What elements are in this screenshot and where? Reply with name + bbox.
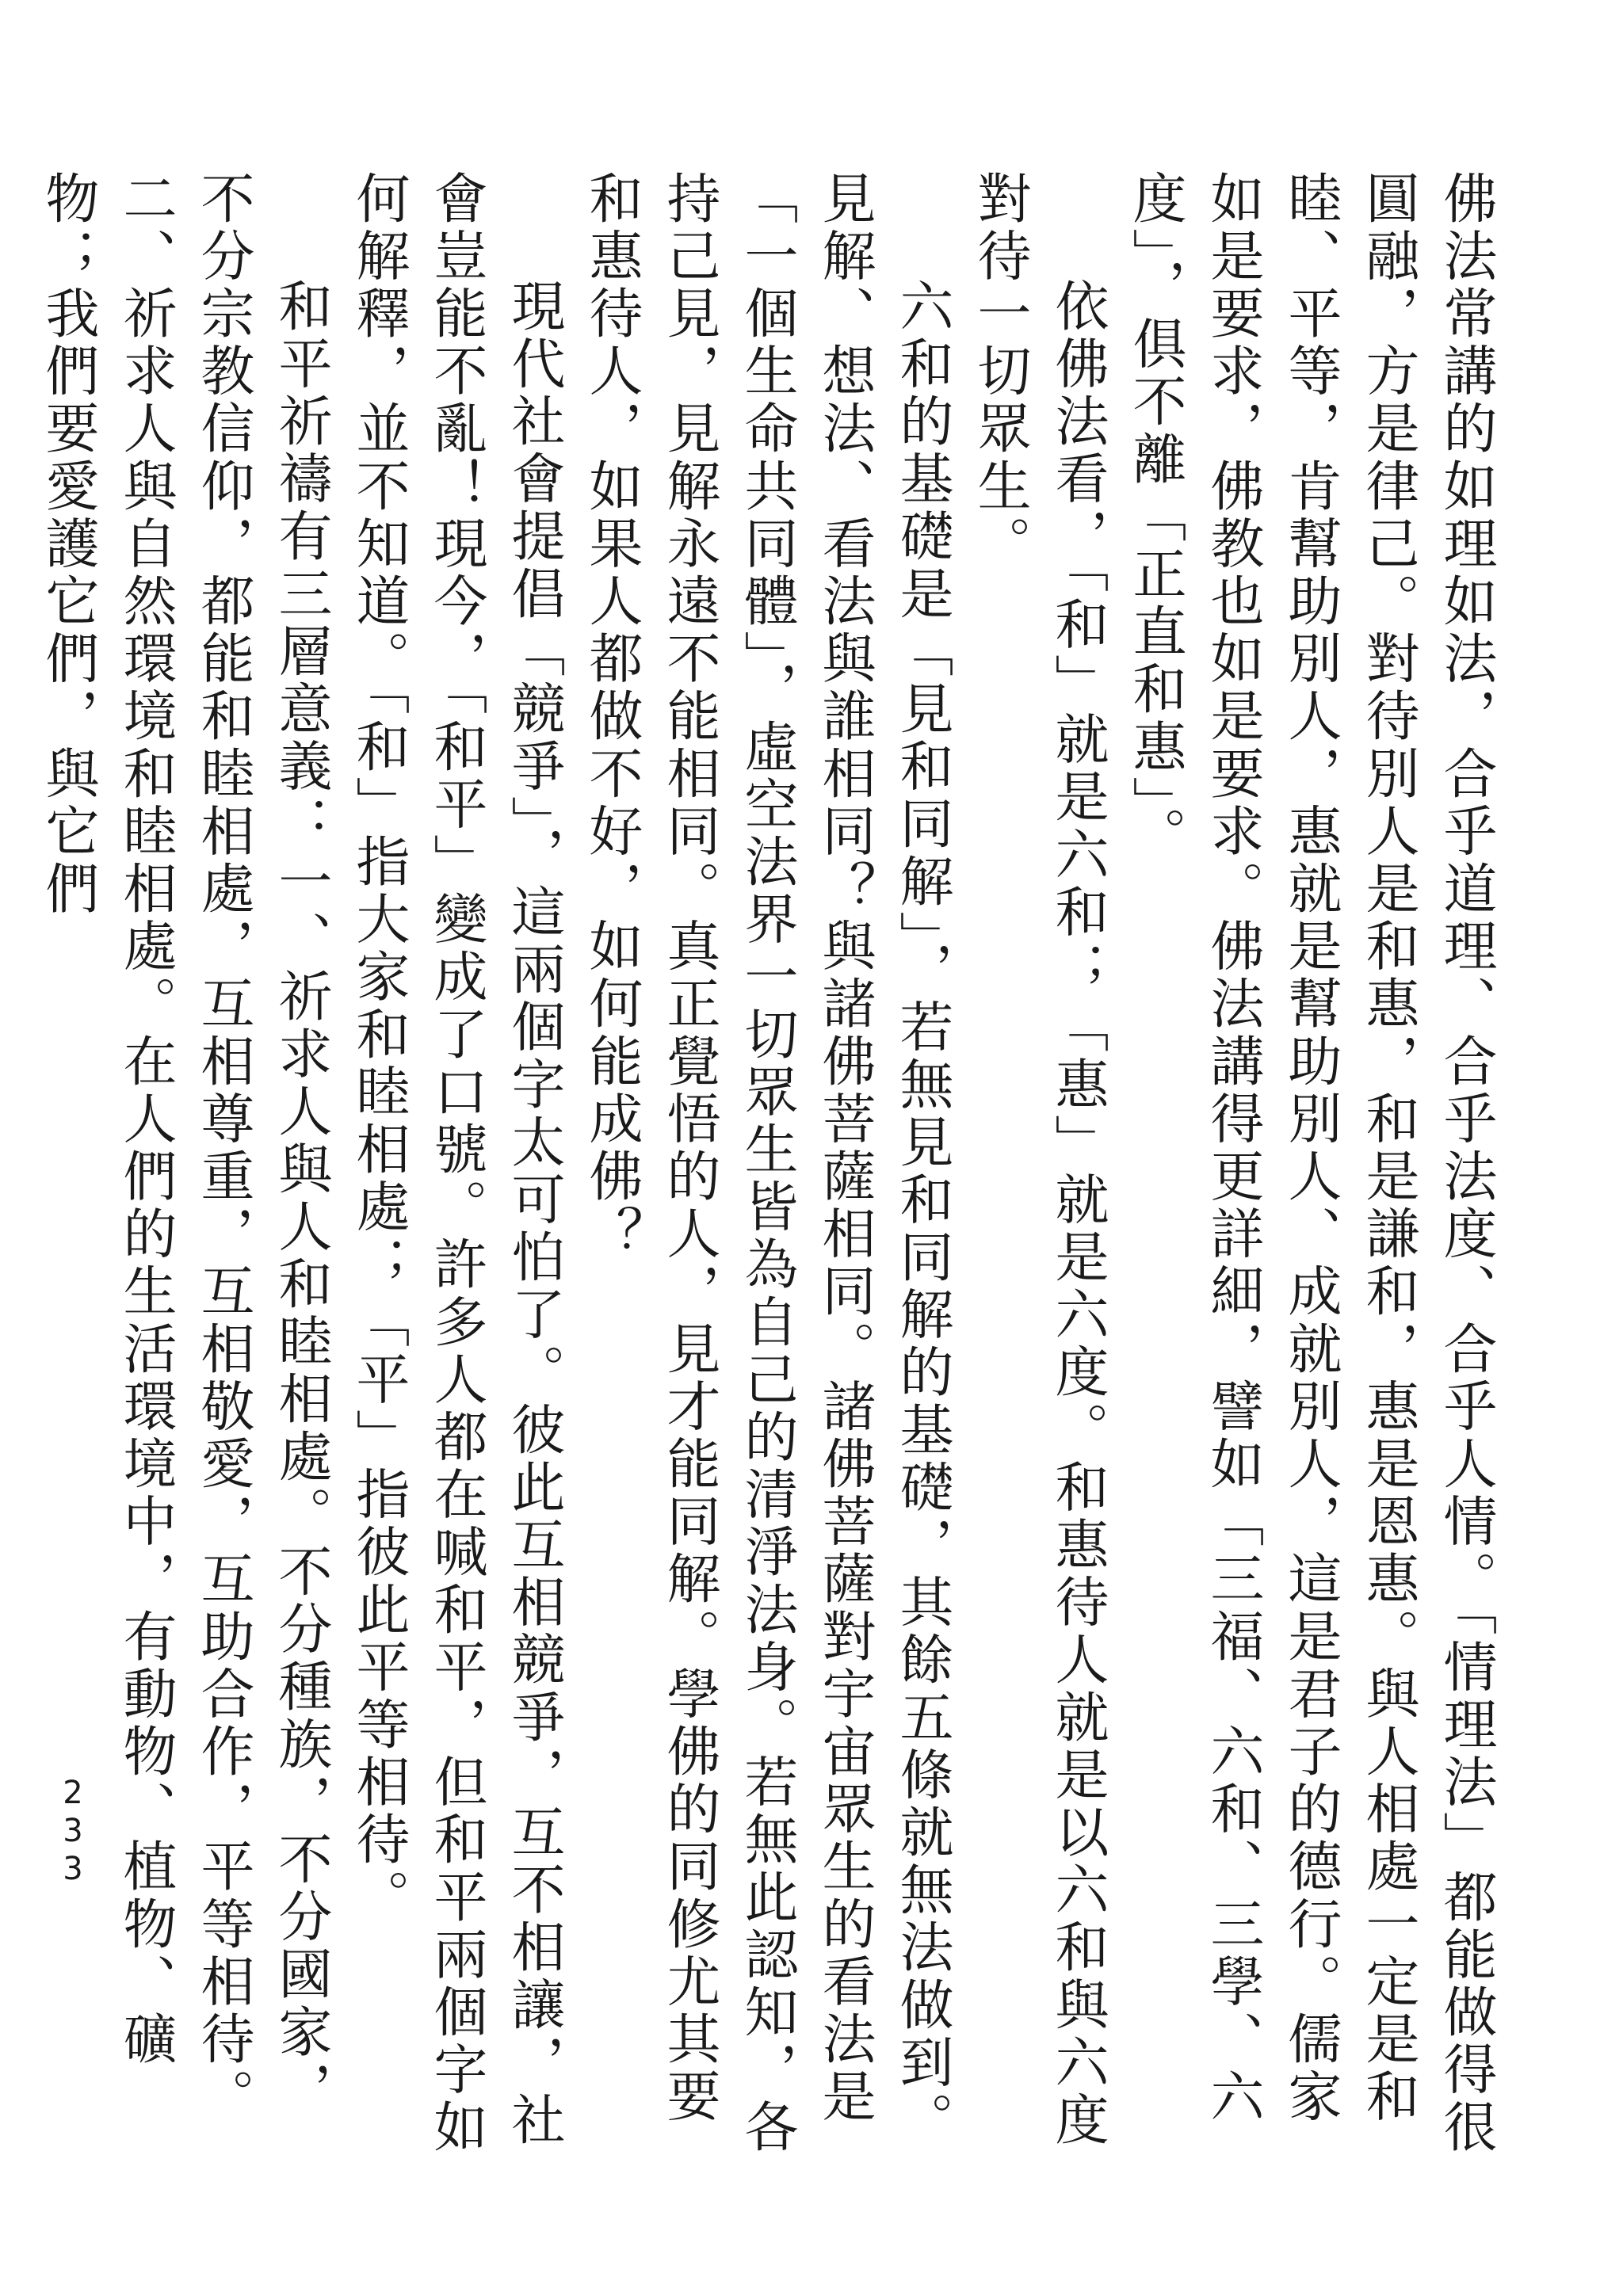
paragraph: 佛法常講的如理如法，合乎道理、合乎法度、合乎人情。「情理法」都能做得很圓融，方是律己。對待別人是和惠，和是謙和，惠是恩惠。與人相處一定是和睦、平等，肯幫助別人，惠就是幫助別人、成就別人，這是君子的德行。儒家如是要求，佛教也如是要求。佛法講得更詳細，譬如「三福、六和、三學、六度」，俱不離「正直和惠」。	[1124, 170, 1497, 2157]
paragraph: 現代社會提倡「競爭」，這兩個字太可怕了。彼此互相競爭，互不相讓，社會豈能不亂！現今，「和平」變成了口號。許多人都在喊和平，但和平兩個字如何解釋，並不知道。「和」指大家和睦相處；「平」指彼此平等相待。	[347, 170, 565, 2157]
paragraph: 依佛法看，「和」就是六和；「惠」就是六度。和惠待人就是以六和與六度對待一切眾生。	[968, 170, 1109, 2149]
page-number: 233	[55, 1775, 91, 1889]
vertical-text-body	[29, 170, 1504, 2167]
paragraph: 六和的基礎是「見和同解」，若無見和同解的基礎，其餘五條就無法做到。見解、想法、看法與誰相同？與諸佛菩薩相同。諸佛菩薩對宇宙眾生的看法是「一個生命共同體」，虛空法界一切眾生皆為自己的清淨法身。若無此認知，各持己見，見解永遠不能相同。真正覺悟的人，見才能同解。學佛的同修尤其要和惠待人，如果人都做不好，如何能成佛？	[580, 170, 953, 2157]
paragraph: 和平祈禱有三層意義：一、祈求人與人和睦相處。不分種族，不分國家，不分宗教信仰，都能和睦相處，互相尊重，互相敬愛，互助合作，平等相待。二、祈求人與自然環境和睦相處。在人們的生活環境中，有動物、植物、礦物；我們要愛護它們，與它們	[36, 170, 332, 2126]
